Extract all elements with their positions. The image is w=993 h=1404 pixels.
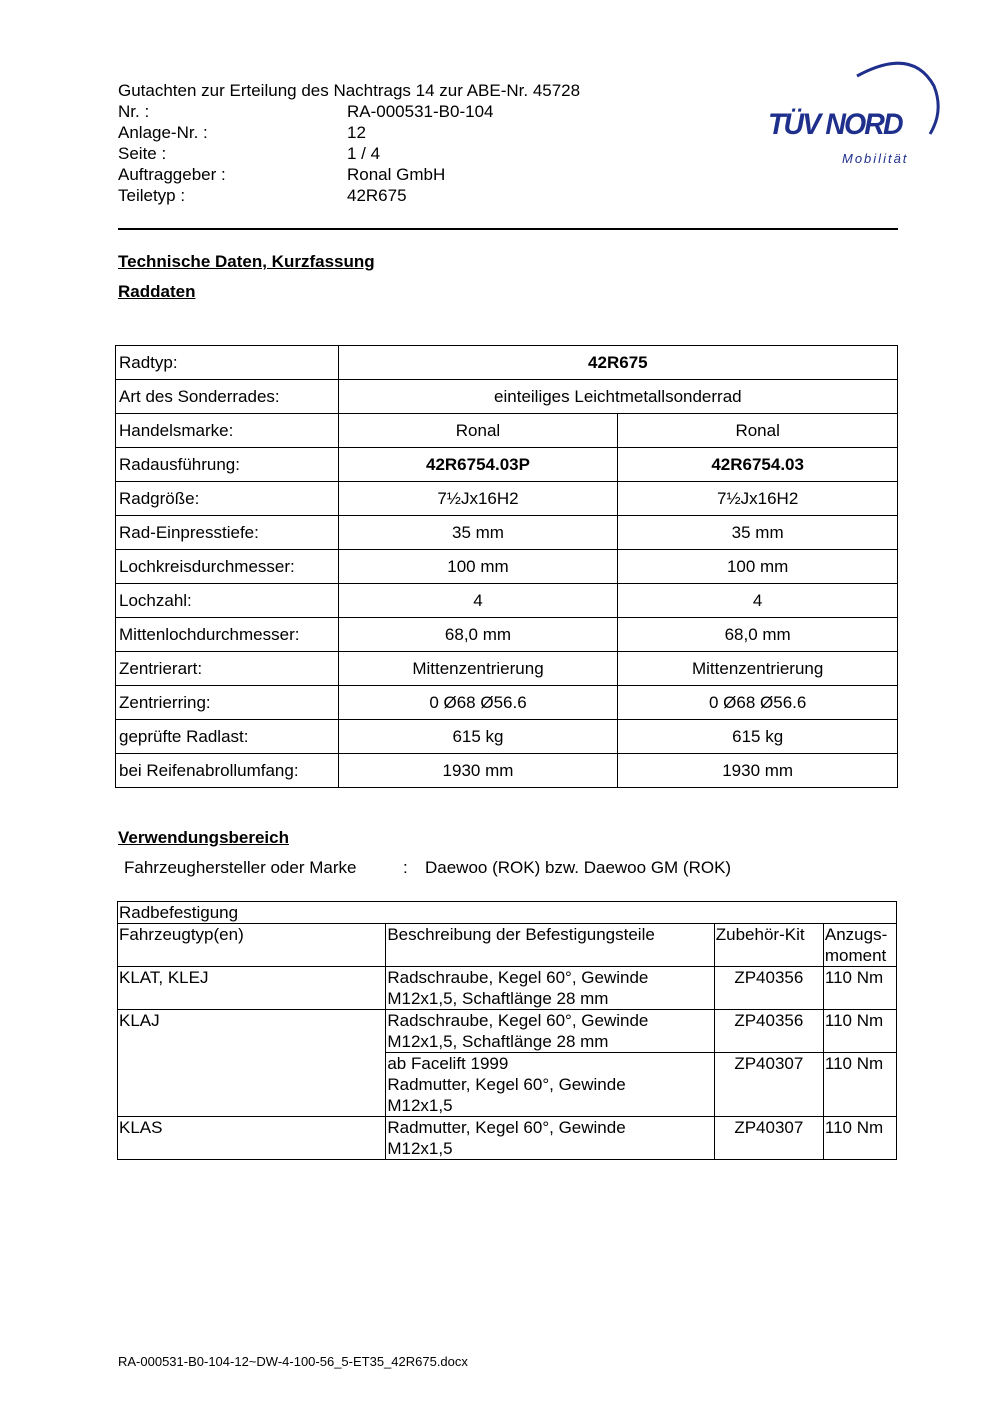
cell-b: 42R6754.03 bbox=[618, 448, 898, 482]
table-row bbox=[118, 967, 897, 1010]
row-label: geprüfte Radlast: bbox=[116, 720, 339, 754]
table-row bbox=[116, 584, 898, 618]
fastener-description: ab Facelift 1999 Radmutter, Kegel 60°, Gewinde M12x1,5 bbox=[386, 1053, 714, 1117]
header-value: 42R675 bbox=[347, 186, 407, 205]
cell-b: 7½Jx16H2 bbox=[618, 482, 898, 516]
cell-a: 35 mm bbox=[338, 516, 618, 550]
header-key: Seite : bbox=[118, 144, 167, 163]
row-label: Rad-Einpresstiefe: bbox=[116, 516, 339, 550]
cell-b: 35 mm bbox=[618, 516, 898, 550]
kit-number: ZP40307 bbox=[714, 1117, 823, 1160]
torque: 110 Nm bbox=[823, 967, 896, 1010]
document-header bbox=[118, 80, 580, 206]
vehicle-type: KLAJ bbox=[118, 1010, 386, 1117]
usage-separator: : bbox=[403, 858, 408, 877]
logo-wordmark: TÜV NORD bbox=[768, 108, 902, 141]
row-label: Radausführung: bbox=[116, 448, 339, 482]
header-row-seite bbox=[118, 143, 580, 164]
cell-a: 100 mm bbox=[338, 550, 618, 584]
tuv-nord-logo bbox=[762, 56, 942, 176]
column-header: Anzugs- moment bbox=[823, 924, 896, 967]
document-title: Gutachten zur Erteilung des Nachtrags 14 zur ABE-Nr. 45728 bbox=[118, 81, 581, 100]
header-divider bbox=[118, 228, 898, 230]
table-row bbox=[118, 1010, 897, 1053]
cell-b: Ronal bbox=[618, 414, 898, 448]
table-row bbox=[116, 754, 898, 788]
row-label: Zentrierring: bbox=[116, 686, 339, 720]
fastener-description: Radschraube, Kegel 60°, Gewinde M12x1,5, Schaftlänge 28 mm bbox=[386, 967, 714, 1010]
cell-a: Mittenzentrierung bbox=[338, 652, 618, 686]
logo-subtitle: Mobilität bbox=[842, 151, 909, 166]
row-label: Lochzahl: bbox=[116, 584, 339, 618]
column-header: Zubehör-Kit bbox=[714, 924, 823, 967]
art-value: einteiliges Leichtmetallsonderrad bbox=[338, 380, 897, 414]
cell-a: 0 Ø68 Ø56.6 bbox=[338, 686, 618, 720]
row-label: Radgröße: bbox=[116, 482, 339, 516]
table-row bbox=[116, 414, 898, 448]
cell-b: 1930 mm bbox=[618, 754, 898, 788]
table-row bbox=[116, 686, 898, 720]
table-row bbox=[116, 516, 898, 550]
header-row-nr bbox=[118, 101, 580, 122]
wheel-data-table bbox=[115, 345, 898, 788]
header-key: Anlage-Nr. : bbox=[118, 123, 208, 142]
cell-b: 68,0 mm bbox=[618, 618, 898, 652]
fastener-description: Radschraube, Kegel 60°, Gewinde M12x1,5, Schaftlänge 28 mm bbox=[386, 1010, 714, 1053]
header-value: 1 / 4 bbox=[347, 144, 381, 163]
table-row bbox=[118, 1117, 897, 1160]
cell-a: Ronal bbox=[338, 414, 618, 448]
column-header: Fahrzeugtyp(en) bbox=[118, 924, 386, 967]
cell-a: 7½Jx16H2 bbox=[338, 482, 618, 516]
usage-label: Fahrzeughersteller oder Marke bbox=[124, 858, 357, 877]
table-row bbox=[116, 618, 898, 652]
row-label: Lochkreisdurchmesser: bbox=[116, 550, 339, 584]
row-label: Mittenlochdurchmesser: bbox=[116, 618, 339, 652]
usage-line bbox=[124, 858, 731, 878]
kit-number: ZP40356 bbox=[714, 967, 823, 1010]
header-key: Nr. : bbox=[118, 102, 150, 121]
radtyp-value: 42R675 bbox=[338, 346, 897, 380]
header-value: RA-000531-B0-104 bbox=[347, 102, 494, 121]
column-header: Beschreibung der Befestigungsteile bbox=[386, 924, 714, 967]
table-row bbox=[118, 902, 897, 924]
cell-b: 100 mm bbox=[618, 550, 898, 584]
cell-a: 4 bbox=[338, 584, 618, 618]
cell-a: 42R6754.03P bbox=[338, 448, 618, 482]
header-row-auftraggeber bbox=[118, 164, 580, 185]
mounting-table-title: Radbefestigung bbox=[118, 902, 897, 924]
row-label: Handelsmarke: bbox=[116, 414, 339, 448]
row-label: bei Reifenabrollumfang: bbox=[116, 754, 339, 788]
cell-a: 1930 mm bbox=[338, 754, 618, 788]
section-heading-tech: Technische Daten, Kurzfassung bbox=[118, 252, 375, 271]
footer-filename: RA-000531-B0-104-12~DW-4-100-56_5-ET35_42R675.docx bbox=[118, 1354, 468, 1369]
usage-value: Daewoo (ROK) bzw. Daewoo GM (ROK) bbox=[425, 858, 732, 877]
torque: 110 Nm bbox=[823, 1010, 896, 1053]
mounting-table bbox=[117, 901, 897, 1160]
cell-b: Mittenzentrierung bbox=[618, 652, 898, 686]
table-header-row bbox=[118, 924, 897, 967]
torque: 110 Nm bbox=[823, 1053, 896, 1117]
header-row-anlage bbox=[118, 122, 580, 143]
section-heading-verwendung: Verwendungsbereich bbox=[118, 828, 289, 847]
cell-b: 4 bbox=[618, 584, 898, 618]
cell-b: 0 Ø68 Ø56.6 bbox=[618, 686, 898, 720]
header-value: Ronal GmbH bbox=[347, 165, 446, 184]
row-label: Zentrierart: bbox=[116, 652, 339, 686]
fastener-description: Radmutter, Kegel 60°, Gewinde M12x1,5 bbox=[386, 1117, 714, 1160]
cell-a: 68,0 mm bbox=[338, 618, 618, 652]
vehicle-type: KLAT, KLEJ bbox=[118, 967, 386, 1010]
kit-number: ZP40307 bbox=[714, 1053, 823, 1117]
table-row bbox=[116, 448, 898, 482]
row-label: Art des Sonderrades: bbox=[116, 380, 339, 414]
table-row bbox=[116, 380, 898, 414]
table-row bbox=[116, 720, 898, 754]
kit-number: ZP40356 bbox=[714, 1010, 823, 1053]
torque: 110 Nm bbox=[823, 1117, 896, 1160]
vehicle-type: KLAS bbox=[118, 1117, 386, 1160]
header-row-teiletyp bbox=[118, 185, 580, 206]
cell-b: 615 kg bbox=[618, 720, 898, 754]
table-row bbox=[116, 652, 898, 686]
table-row bbox=[116, 346, 898, 380]
row-label: Radtyp: bbox=[116, 346, 339, 380]
header-value: 12 bbox=[347, 123, 366, 142]
header-key: Teiletyp : bbox=[118, 186, 186, 205]
table-row bbox=[116, 550, 898, 584]
cell-a: 615 kg bbox=[338, 720, 618, 754]
section-heading-raddaten: Raddaten bbox=[118, 282, 196, 301]
header-key: Auftraggeber : bbox=[118, 165, 226, 184]
table-row bbox=[116, 482, 898, 516]
